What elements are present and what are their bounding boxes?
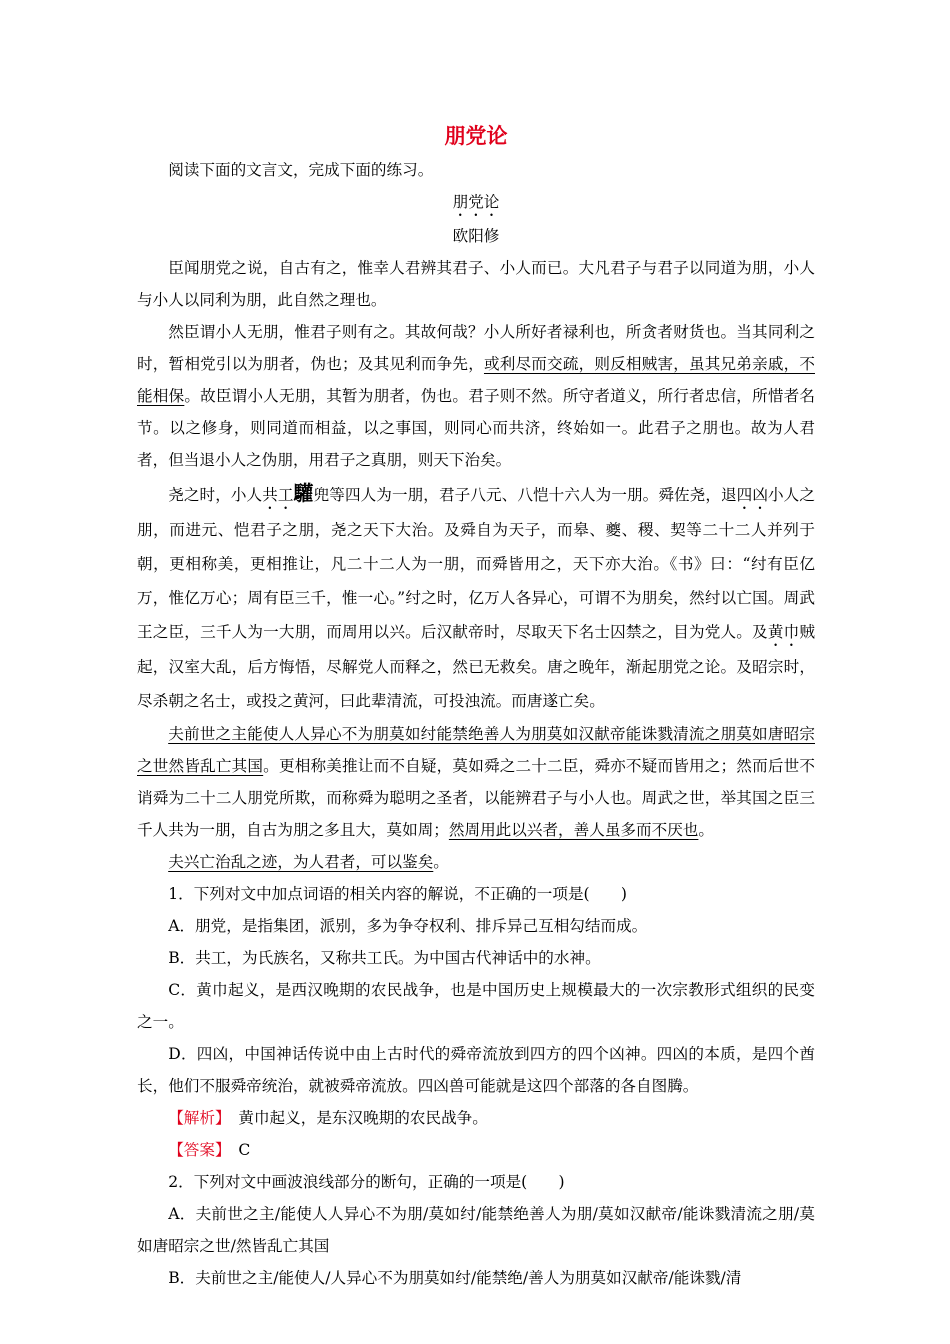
instruction: 阅读下面的文言文，完成下面的练习。 <box>168 161 434 179</box>
question-1-answer <box>137 1134 815 1166</box>
page-title: 朋党论 <box>444 123 508 148</box>
question-2-option-a: A．夫前世之主/能使人人异心不为朋/莫如纣/能禁绝善人为朋/莫如汉献帝/能诛戮清流之朋/莫如唐昭宗之世/然皆乱亡其国 <box>137 1205 815 1255</box>
question-1-option-a: A．朋党，是指集团，派别，多为争夺权利、排斥异己互相勾结而成。 <box>168 917 648 935</box>
question-1-option-c: C．黄巾起义，是西汉晚期的农民战争，也是中国历史上规模最大的一次宗教形式组织的民变之一。 <box>137 981 815 1031</box>
essay-heading-text: 朋党论 <box>452 193 500 211</box>
answer-text: C <box>222 1141 251 1159</box>
wavy-line-passage: 夫前世之主能使人人异心不为朋莫如纣能禁绝善人为朋莫如汉献帝能诛戮清流之朋莫如唐昭宗之世然皆乱亡其国 <box>137 725 815 775</box>
text-run: 小人之朋，而进元、恺君子之朋，尧之天下大治。及舜自为天子，而皋、夔、稷、契等二十二人并列于朝，更相称美，更相推让，凡二十二人为一朋，而舜皆用之，天下亦大治。《书》曰：“纣有臣亿万，惟亿万心；周有臣三千，惟一心。”纣之时，亿万人各异心，可谓不为朋矣，然纣以亡国。周武王之臣，三千人为一大朋，而周用以兴。后汉献帝时，尽取天下名士囚禁之，目为党人。及 <box>137 486 815 641</box>
text-run: 。 <box>698 821 715 839</box>
essay-heading <box>137 186 815 220</box>
essay-author: 欧阳修 <box>452 227 500 245</box>
question-1-option-d: D．四凶，中国神话传说中由上古时代的舜帝流放到四方的四个凶神。四凶的本质，是四个酋长，他们不服舜帝统治，就被舜帝流放。四凶兽可能就是这四个部落的各自图腾。 <box>137 1045 815 1095</box>
essay-paragraph-4 <box>137 718 815 846</box>
question-1-option-b: B．共工，为氏族名，又称共工氏。为中国古代神话中的水神。 <box>168 949 601 967</box>
analysis-text: 黄巾起义，是东汉晚期的农民战争。 <box>222 1109 488 1127</box>
underlined-sentence: 夫兴亡治乱之迹，为人君者，可以鉴矣 <box>168 853 434 871</box>
dotted-term-sixiong: 四凶 <box>736 486 769 504</box>
rare-character: 驩 <box>293 481 314 505</box>
underlined-sentence: 或利尽而交疏，则反相贼害，虽其兄弟亲戚，不能相保 <box>137 355 815 405</box>
underlined-sentence: 然周用此以兴者，善人虽多而不厌也 <box>448 821 699 839</box>
essay-paragraph-5 <box>137 846 815 878</box>
question-1-analysis <box>137 1102 815 1134</box>
text-run: 兜等四人为一朋，君子八元、八恺十六人为一朋。舜佐尧，退 <box>313 486 737 504</box>
answer-tag: 【答案】 <box>168 1141 223 1159</box>
essay-paragraph-2 <box>137 316 815 476</box>
question-2-option-b: B．夫前世之主/能使人/人异心不为朋莫如纣/能禁绝/善人为朋莫如汉献帝/能诛戮/清 <box>168 1269 742 1287</box>
dotted-term-huangjin: 黄巾 <box>767 623 800 641</box>
text-run: 。故臣谓小人无朋，其暂为朋者，伪也。君子则不然。所守者道义，所行者忠信，所惜者名节。以之修身，则同道而相益，以之事国，则同心而共济，终始如一。此君子之朋也。故为人君者，但当退小人之伪朋，用君子之真朋，则天下治矣。 <box>137 387 815 469</box>
text-run: 。 <box>433 853 449 871</box>
analysis-tag: 【解析】 <box>168 1109 223 1127</box>
essay-paragraph-1: 臣闻朋党之说，自古有之，惟幸人君辨其君子、小人而已。大凡君子与君子以同道为朋，小人与小人以同利为朋，此自然之理也。 <box>137 259 815 309</box>
dotted-term-gonggong: 共工 <box>262 486 294 504</box>
text-run: 尧之时，小人 <box>168 486 263 504</box>
question-2-stem: 2．下列对文中画波浪线部分的断句，正确的一项是( ) <box>168 1173 565 1191</box>
essay-paragraph-3 <box>137 476 815 718</box>
text-run: 贼起，汉室大乱，后方悔悟，尽解党人而释之，然已无救矣。唐之晚年，渐起朋党之论。及昭宗时，尽杀朝之名士，或投之黄河，曰此辈清流，可投浊流。而唐遂亡矣。 <box>137 623 815 710</box>
text-run: 。更相称美推让而不自疑，莫如舜之二十二臣，舜亦不疑而皆用之；然而后世不诮舜为二十二人朋党所欺，而称舜为聪明之圣者，以能辨君子与小人也。周武之世，举其国之臣三千人共为一朋，自古为朋之多且大，莫如周； <box>137 757 815 839</box>
text-run: 然臣谓小人无朋，惟君子则有之。其故何哉？小人所好者禄利也，所贪者财货也。当其同利之时，暂相党引以为朋者，伪也；及其见利而争先， <box>137 323 815 373</box>
question-1-stem: 1．下列对文中加点词语的相关内容的解说，不正确的一项是( ) <box>168 885 627 903</box>
document-page <box>137 118 815 1294</box>
